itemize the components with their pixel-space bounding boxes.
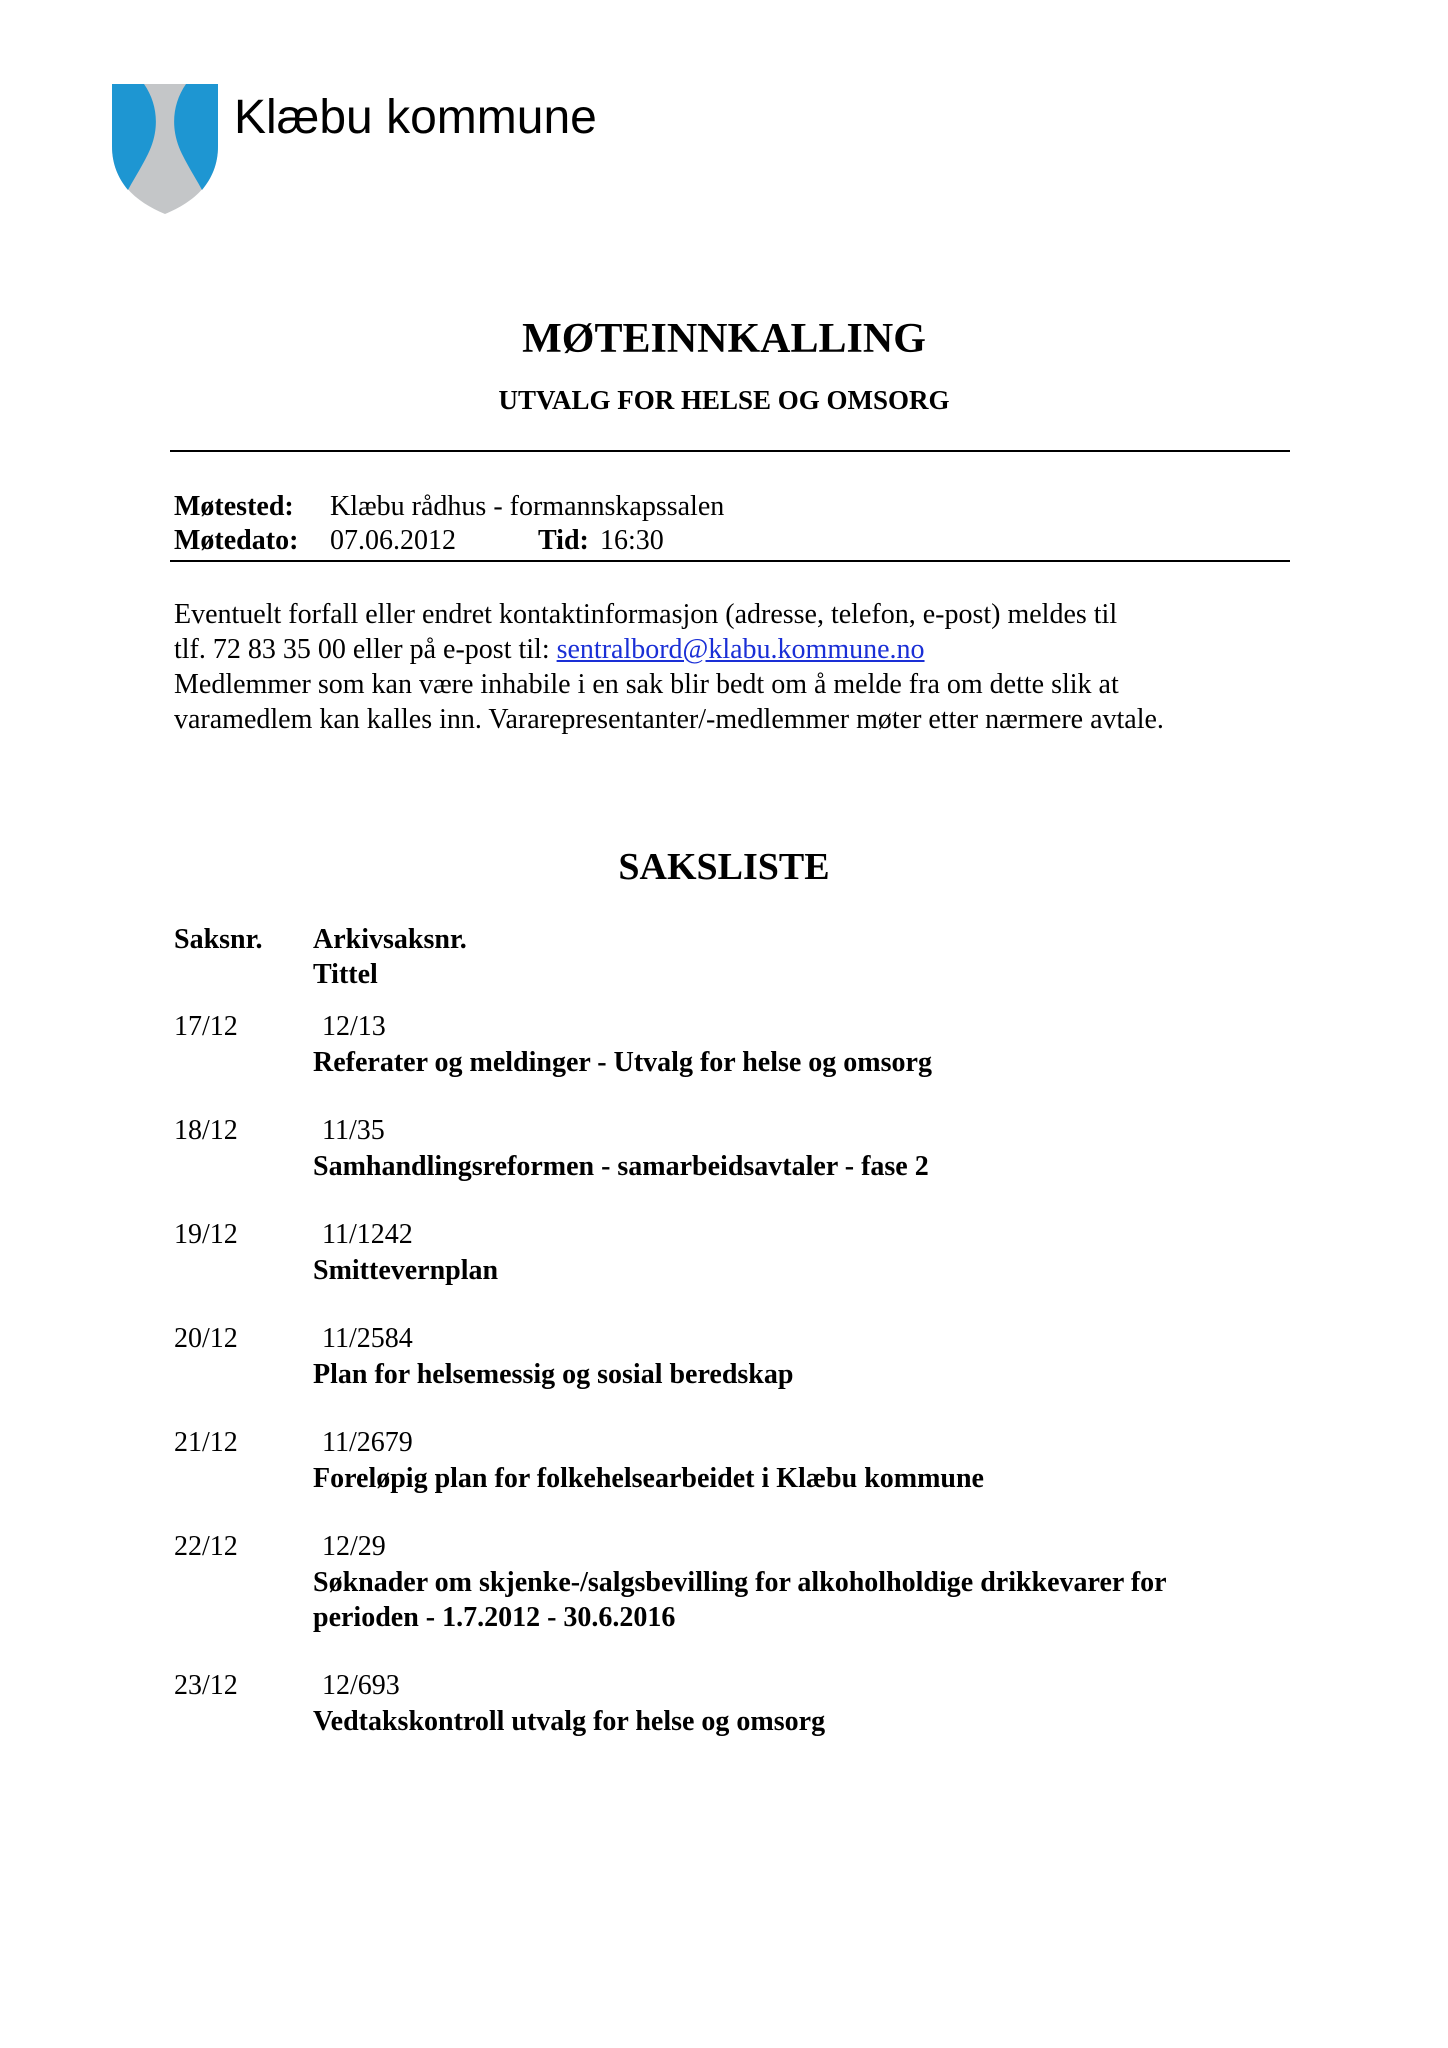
email-link[interactable]: sentralbord@klabu.kommune.no [556,634,925,665]
column-header-arkivsaksnr: Arkivsaksnr. [313,924,467,955]
divider-top [170,450,1290,452]
agenda-title: SAKSLISTE [618,846,830,888]
klaebu-coat-of-arms-icon [112,84,218,214]
agenda-item-title: Søknader om skjenke-/salgsbevilling for alkoholholdige drikkevarer for perioden - 1.7.2012 - 30.6.2016 [313,1567,1167,1633]
meeting-time-label: Tid: [538,525,589,556]
info-text-line: Medlemmer som kan være inhabile i en sak blir bedt om å melde fra om dette slik at [174,669,1119,700]
agenda-item-title: Foreløpig plan for folkehelsearbeidet i Klæbu kommune [313,1463,984,1494]
agenda-item-saksnr: 21/12 [174,1427,238,1458]
agenda-item-arkivsaksnr: 12/13 [322,1011,386,1042]
agenda-item-arkivsaksnr: 12/29 [322,1531,386,1562]
agenda-item-arkivsaksnr: 11/35 [322,1115,385,1146]
document-title: MØTEINNKALLING [522,316,926,362]
agenda-item-arkivsaksnr: 11/1242 [322,1219,413,1250]
agenda-item-title: Plan for helsemessig og sosial beredskap [313,1359,794,1390]
municipality-name: Klæbu kommune [234,91,597,144]
agenda-item-saksnr: 17/12 [174,1011,238,1042]
column-header-saksnr: Saksnr. [174,924,263,955]
agenda-item-title: Smittevernplan [313,1255,499,1286]
meeting-date-label: Møtedato: [174,525,299,556]
agenda-item-saksnr: 18/12 [174,1115,238,1146]
agenda-item-title: Vedtakskontroll utvalg for helse og omsorg [313,1706,826,1737]
agenda-item-arkivsaksnr: 11/2679 [322,1427,413,1458]
meeting-place-value: Klæbu rådhus - formannskapssalen [330,491,725,522]
info-text-line: Eventuelt forfall eller endret kontaktinformasjon (adresse, telefon, e-post) meldes til [174,599,1118,630]
info-text-line [174,633,925,667]
agenda-item-arkivsaksnr: 12/693 [322,1670,400,1701]
info-text-line: varamedlem kan kalles inn. Vararepresentanter/-medlemmer møter etter nærmere avtale. [174,704,1164,735]
meeting-time-value: 16:30 [600,525,664,556]
agenda-item-saksnr: 19/12 [174,1219,238,1250]
info-phone-text: tlf. 72 83 35 00 eller på e-post til: [174,634,557,665]
agenda-item-title: Referater og meldinger - Utvalg for helse og omsorg [313,1047,932,1078]
column-header-tittel: Tittel [313,959,378,990]
agenda-item-saksnr: 23/12 [174,1670,238,1701]
meeting-place-label: Møtested: [174,491,294,522]
agenda-item-saksnr: 20/12 [174,1323,238,1354]
divider-bottom [170,560,1290,562]
agenda-item-arkivsaksnr: 11/2584 [322,1323,413,1354]
agenda-item-saksnr: 22/12 [174,1531,238,1562]
meeting-date-value: 07.06.2012 [330,525,456,556]
committee-name: UTVALG FOR HELSE OG OMSORG [498,385,950,415]
agenda-item-title: Samhandlingsreformen - samarbeidsavtaler - fase 2 [313,1151,929,1182]
